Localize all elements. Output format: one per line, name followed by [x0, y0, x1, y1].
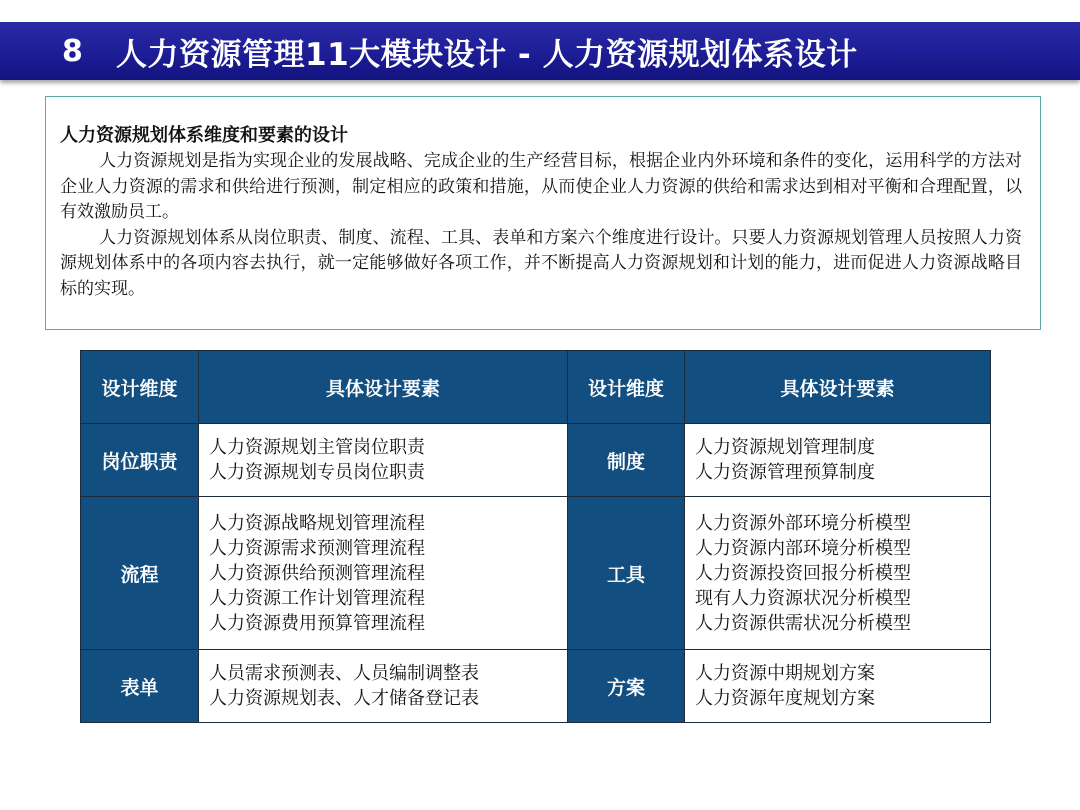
table-row [81, 424, 991, 497]
elements-cell [685, 497, 991, 650]
intro-box [45, 96, 1041, 330]
dimension-cell: 表单 [81, 650, 199, 723]
dimension-cell: 流程 [81, 497, 199, 650]
table-row [81, 650, 991, 723]
intro-paragraph-1: 人力资源规划是指为实现企业的发展战略、完成企业的生产经营目标，根据企业内外环境和条件的变化，运用科学的方法对企业人力资源的需求和供给进行预测，制定相应的政策和措施，从而使企业人力资源的供给和需求达到相对平衡和合理配置，以有效激励员工。 [60, 151, 1022, 222]
header-dimension-left: 设计维度 [81, 351, 199, 424]
element-item: 人力资源规划表、人才储备登记表 [209, 688, 479, 709]
element-item: 人力资源工作计划管理流程 [209, 587, 425, 609]
element-item: 人力资源年度规划方案 [695, 688, 875, 709]
element-item: 人员需求预测表、人员编制调整表 [209, 663, 479, 684]
table-row [81, 497, 991, 650]
header-dimension-right: 设计维度 [568, 351, 685, 424]
element-item: 人力资源外部环境分析模型 [695, 512, 911, 534]
element-item: 人力资源规划专员岗位职责 [209, 462, 425, 483]
table-header-row [81, 351, 991, 424]
element-item: 人力资源战略规划管理流程 [209, 512, 425, 534]
dimension-cell: 岗位职责 [81, 424, 199, 497]
slide-header [0, 22, 1080, 80]
element-item: 人力资源费用预算管理流程 [209, 612, 425, 634]
element-item: 现有人力资源状况分析模型 [695, 587, 911, 609]
dimension-cell: 工具 [568, 497, 685, 650]
elements-cell [199, 650, 568, 723]
element-item: 人力资源内部环境分析模型 [695, 537, 911, 559]
element-item: 人力资源需求预测管理流程 [209, 537, 425, 559]
element-item: 人力资源规划管理制度 [695, 437, 875, 458]
intro-subtitle: 人力资源规划体系维度和要素的设计 [60, 125, 348, 146]
elements-cell [685, 424, 991, 497]
elements-cell [685, 650, 991, 723]
elements-cell [199, 424, 568, 497]
elements-cell [199, 497, 568, 650]
element-item: 人力资源供给预测管理流程 [209, 562, 425, 584]
element-item: 人力资源中期规划方案 [695, 663, 875, 684]
element-item: 人力资源投资回报分析模型 [695, 562, 911, 584]
design-elements-table [80, 350, 991, 723]
element-item: 人力资源管理预算制度 [695, 462, 875, 483]
slide-title: 人力资源管理11大模块设计 - 人力资源规划体系设计 [116, 36, 858, 73]
slide-number: 8 [62, 33, 83, 69]
dimension-cell: 制度 [568, 424, 685, 497]
element-item: 人力资源规划主管岗位职责 [209, 437, 425, 458]
dimension-cell: 方案 [568, 650, 685, 723]
element-item: 人力资源供需状况分析模型 [695, 612, 911, 634]
header-elements-right: 具体设计要素 [685, 351, 991, 424]
header-elements-left: 具体设计要素 [199, 351, 568, 424]
intro-paragraph-2: 人力资源规划体系从岗位职责、制度、流程、工具、表单和方案六个维度进行设计。只要人力资源规划管理人员按照人力资源规划体系中的各项内容去执行，就一定能够做好各项工作，并不断提高人力资源规划和计划的能力，进而促进人力资源战略目标的实现。 [60, 227, 1022, 299]
